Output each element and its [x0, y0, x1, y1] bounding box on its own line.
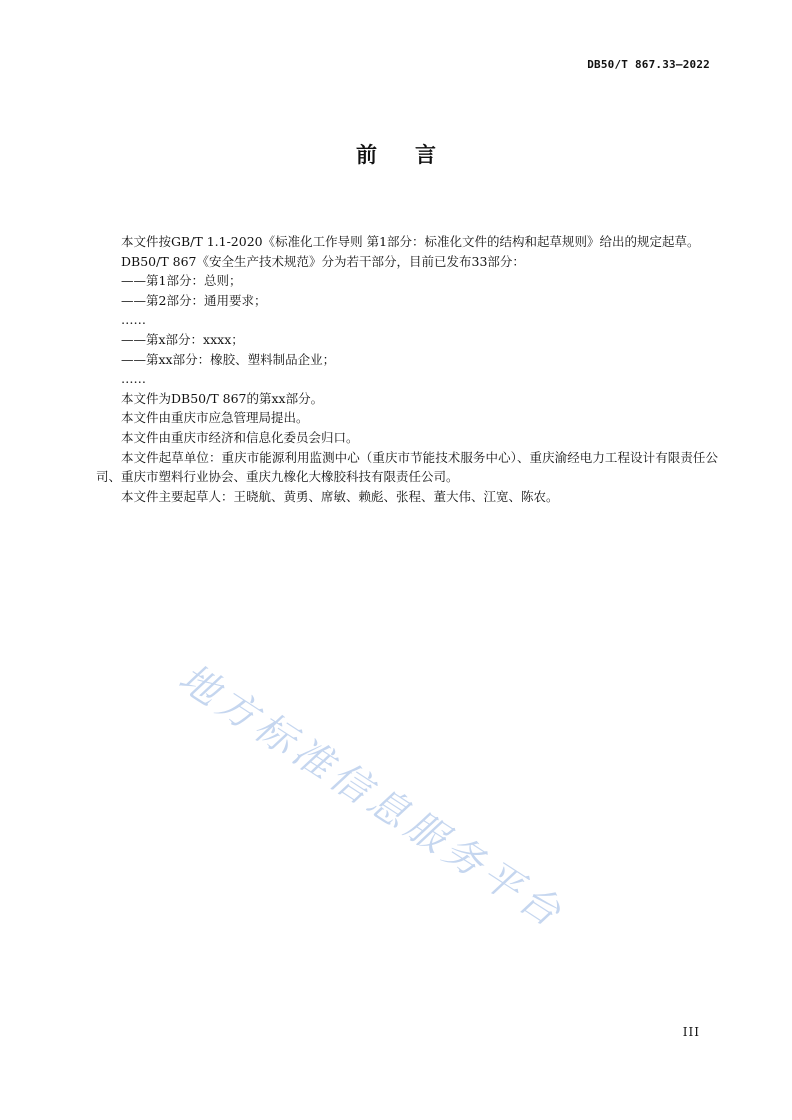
list-item-part-x: ——第x部分：xxxx； — [121, 331, 244, 347]
list-item-part-1: ——第1部分：总则； — [121, 273, 242, 289]
document-code: DB50/T 867.33—2022 — [587, 58, 710, 71]
paragraph-drafters: 本文件主要起草人：王晓航、黄勇、席敏、赖彪、张程、董大伟、江宽、陈农。 — [121, 488, 559, 504]
paragraph-parts-intro: DB50/T 867《安全生产技术规范》分为若干部分，目前已发布33部分： — [121, 253, 525, 269]
page-number: III — [682, 1025, 700, 1039]
paragraph-governing-body: 本文件由重庆市经济和信息化委员会归口。 — [121, 429, 359, 445]
list-item-part-2: ——第2部分：通用要求； — [121, 292, 267, 308]
list-ellipsis: …… — [121, 312, 146, 328]
watermark: 地方标准信息服务平台 — [170, 655, 573, 939]
paragraph-part-statement: 本文件为DB50/T 867的第xx部分。 — [121, 390, 324, 406]
paragraph-drafting-basis: 本文件按GB/T 1.1-2020《标准化工作导则 第1部分：标准化文件的结构和起草规则》给出的规定起草。 — [121, 234, 700, 249]
page-title: 前言 — [356, 143, 474, 167]
list-item-part-xx: ——第xx部分：橡胶、塑料制品企业； — [121, 351, 336, 367]
paragraph-proposer: 本文件由重庆市应急管理局提出。 — [121, 410, 309, 426]
paragraph-drafting-units: 本文件起草单位：重庆市能源利用监测中心（重庆市节能技术服务中心）、重庆渝经电力工程设计有限责任公司、重庆市塑料行业协会、重庆九橡化大橡胶科技有限责任公司。 — [96, 449, 718, 485]
list-ellipsis: …… — [121, 371, 146, 387]
foreword-body — [96, 232, 718, 506]
